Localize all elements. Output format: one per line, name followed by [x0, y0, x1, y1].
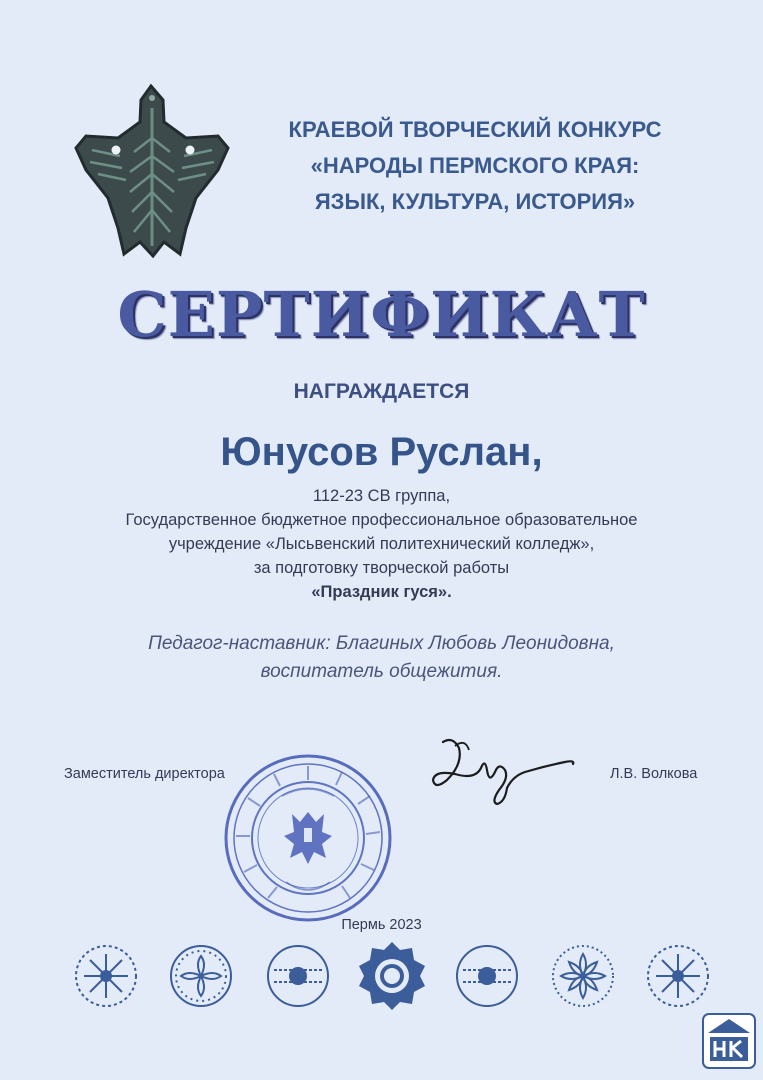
institution-line-1: Государственное бюджетное профессиональное образовательное — [125, 511, 638, 529]
ornament-3-icon — [268, 946, 328, 1006]
contest-title-line-2: «НАРОДЫ ПЕРМСКОГО КРАЯ: — [310, 153, 640, 178]
certificate-title: СЕРТИФИКАТ — [117, 278, 646, 351]
ornament-5-icon — [457, 946, 517, 1006]
ornament-1-icon — [76, 946, 136, 1006]
signer-role: Заместитель директора — [64, 766, 225, 782]
round-seal-stamp-icon — [222, 752, 394, 924]
signer-name: Л.В. Волкова — [610, 766, 698, 782]
ornament-7-icon — [648, 946, 708, 1006]
ornament-4-icon — [359, 942, 425, 1010]
mentor-line-1: Педагог-наставник: Благиных Любовь Леонидовна, — [148, 633, 615, 654]
work-title: «Праздник гуся». — [311, 583, 452, 601]
city-year: Пермь 2023 — [341, 917, 422, 933]
bird-emblem-icon — [68, 78, 238, 258]
mentor-line-2: воспитатель общежития. — [260, 661, 503, 682]
ornament-row — [72, 936, 712, 1016]
contest-title-line-3: ЯЗЫК, КУЛЬТУРА, ИСТОРИЯ» — [314, 189, 636, 214]
signature-image — [425, 730, 585, 810]
group-line: 112-23 СВ группа, — [312, 487, 451, 505]
institution-line-2: учреждение «Лысьвенский политехнический колледж», — [168, 535, 595, 553]
reason-line: за подготовку творческой работы — [253, 559, 510, 577]
ornament-6-icon — [553, 946, 613, 1006]
mentor-info — [40, 630, 723, 686]
award-details — [40, 484, 723, 604]
recipient-name: Юнусов Руслан, — [220, 430, 543, 474]
contest-title — [240, 112, 710, 220]
college-logo-icon — [702, 1013, 756, 1069]
ornament-2-icon — [171, 946, 231, 1006]
awarded-label: НАГРАЖДАЕТСЯ — [293, 380, 470, 403]
contest-title-line-1: КРАЕВОЙ ТВОРЧЕСКИЙ КОНКУРС — [288, 117, 662, 142]
